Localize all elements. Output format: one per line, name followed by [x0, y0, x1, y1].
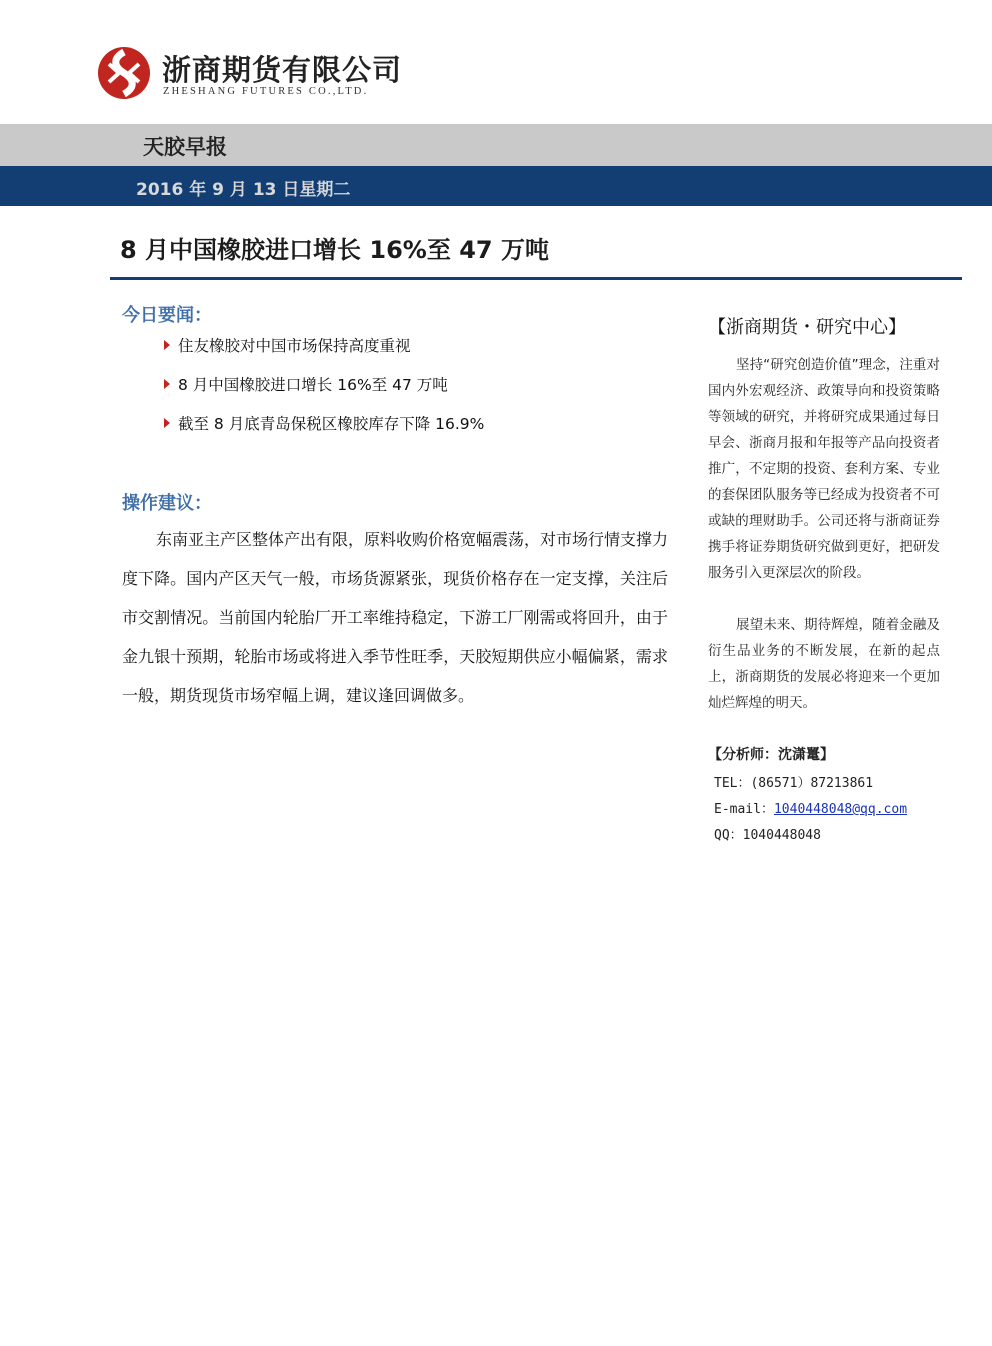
email-link[interactable]: 1040448048@qq.com	[773, 802, 908, 817]
news-item-text: 住友橡胶对中国市场保持高度重视	[178, 337, 411, 355]
contact-qq	[714, 824, 821, 843]
qq-value: 1040448048	[742, 828, 821, 843]
news-heading: 今日要闻：	[122, 305, 212, 326]
email-label: E-mail：	[714, 802, 774, 817]
news-item-text: 截至 8 月底青岛保税区橡胶库存下降 16.9%	[178, 415, 485, 433]
company-name-en: ZHESHANG FUTURES CO.,LTD.	[163, 86, 369, 97]
list-item	[160, 412, 484, 451]
contact-email	[714, 798, 907, 817]
bullet-arrow-icon	[164, 340, 170, 350]
company-logo-icon	[97, 46, 151, 100]
company-name-cn: 浙商期货有限公司	[162, 53, 403, 87]
news-list	[160, 334, 484, 451]
news-item-text: 8 月中国橡胶进口增长 16%至 47 万吨	[178, 376, 448, 394]
contact-tel	[714, 772, 873, 791]
list-item	[160, 373, 484, 412]
bullet-arrow-icon	[164, 418, 170, 428]
report-date: 2016 年 9 月 13 日星期二	[136, 180, 351, 200]
headline: 8 月中国橡胶进口增长 16%至 47 万吨	[120, 236, 549, 264]
tel-label: TEL：	[714, 776, 751, 791]
research-center-outlook: 展望未来、期待辉煌，随着金融及衍生品业务的不断发展，在新的起点上，浙商期货的发展必将迎来一个更加灿烂辉煌的明天。	[708, 617, 940, 711]
advice-heading: 操作建议：	[122, 493, 212, 514]
advice-paragraph: 东南亚主产区整体产出有限，原料收购价格宽幅震荡，对市场行情支撑力度下降。国内产区天气一般，市场货源紧张，现货价格存在一定支撑，关注后市交割情况。当前国内轮胎厂开工率维持稳定，下游工厂刚需或将回升，由于金九银十预期，轮胎市场或将进入季节性旺季，天胶短期供应小幅偏紧，需求一般，期货现货市场窄幅上调，建议逢回调做多。	[122, 530, 669, 705]
list-item	[160, 334, 484, 373]
research-center-intro: 坚持“研究创造价值”理念，注重对国内外宏观经济、政策导向和投资策略等领域的研究，并将研究成果通过每日早会、浙商月报和年报等产品向投资者推广，不定期的投资、套利方案、专业的套保团队服务等已经成为投资者不可或缺的理财助手。公司还将与浙商证券携手将证券期货研究做到更好，把研发服务引入更深层次的阶段。	[708, 357, 940, 581]
analyst-heading: 【分析师：沈潇鼍】	[708, 747, 834, 763]
bullet-arrow-icon	[164, 379, 170, 389]
qq-label: QQ：	[714, 828, 743, 843]
headline-divider	[110, 277, 962, 280]
report-name: 天胶早报	[143, 135, 227, 159]
tel-value: (86571）87213861	[750, 776, 874, 791]
research-center-heading: 【浙商期货・研究中心】	[708, 317, 906, 338]
